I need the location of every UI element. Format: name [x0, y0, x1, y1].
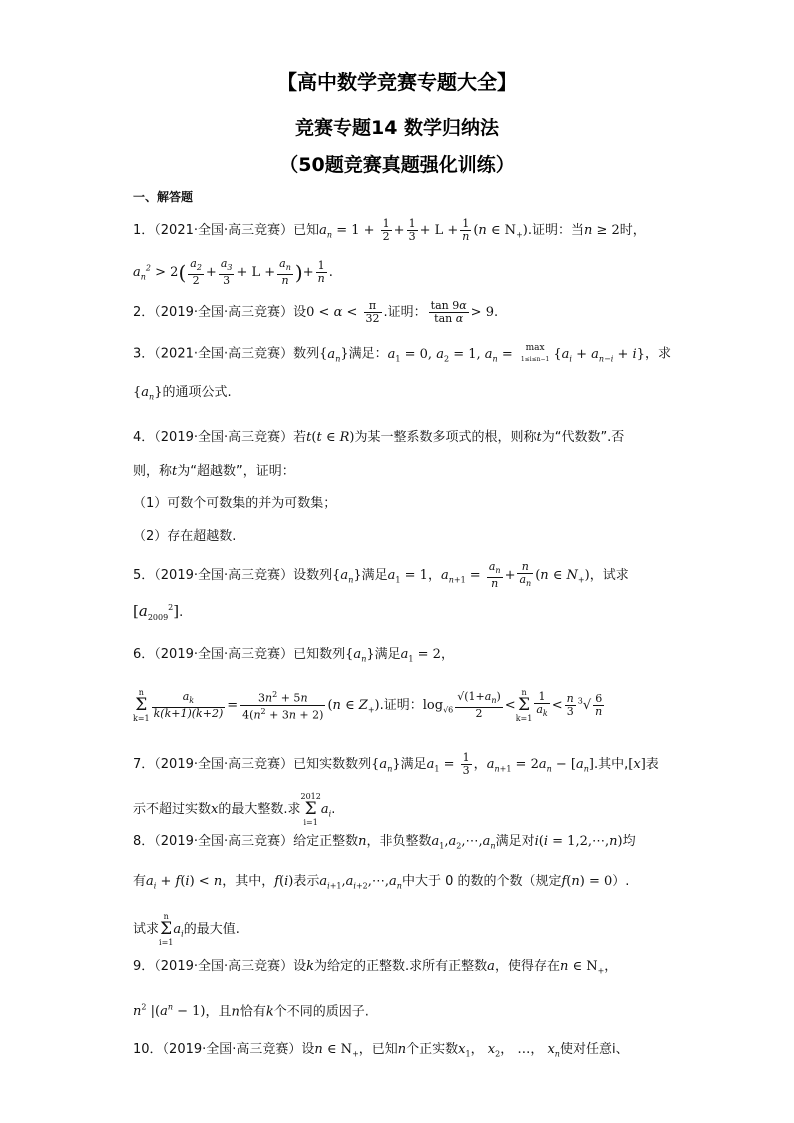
problem-4-line-2: 则，称t为“超越数”，证明：: [133, 464, 295, 479]
problem-1-line-2: $a_n^2 > 2$( $\frac{a_2}{2}$ + $\frac{a_3}{3}$ + L + $\frac{a_n}{n}$ )+ $\frac{1}{n}$ .: [133, 257, 333, 288]
problem-3-source: 3．（2021·全国·高三竞赛）: [133, 346, 294, 362]
problem-5-line-1: 5．（2019·全国·高三竞赛）设数列$\{a_n\}$满足$a_1 = 1$，$a_{n+1}$ = $\frac{a_n}{n}$ + $\frac{n}{a_n}$ (n ∈ $N_+$)，试求: [133, 560, 629, 591]
problem-6-source: 6．（2019·全国·高三竞赛）: [133, 647, 294, 662]
problem-2-source: 2．（2019·全国·高三竞赛）: [133, 305, 294, 320]
problem-7-line-2: 示不超过实数x的最大整数.求2012 Σ $i=1a_i$.: [133, 792, 336, 827]
problem-10-line-1: 10．（2019·全国·高三竞赛）设n ∈ $N_+$，已知n个正实数$x_1$， $x_2$， …， $x_n$使对任意i、: [133, 1042, 629, 1059]
problem-8-line-3: 试求n Σ $i=1a_i$的最大值.: [133, 912, 240, 947]
problem-8-source: 8．（2019·全国·高三竞赛）: [133, 834, 294, 849]
problem-1-formula: $a_n$: [319, 223, 333, 240]
problem-9-line-1: 9．（2019·全国·高三竞赛）设k为给定的正整数.求所有正整数a，使得存在n ∈ $N_+$，: [133, 959, 618, 976]
problem-1-line-1: 1．（2021·全国·高三竞赛）已知$a_n = 1$ + $\frac{1}{2}$ + $\frac{1}{3}$ + L + $\frac{1}{n}$ (n ∈ $N_+$).证明：当n ≥ 2时，: [133, 217, 646, 243]
topic-title: 竞赛专题14 数学归纳法: [294, 117, 500, 139]
problem-4-item-1: （1）可数个可数集的并为可数集；: [133, 496, 337, 511]
problem-6-line-1: 6．（2019·全国·高三竞赛）已知数列$\{a_n\}$满足$a_1 = 2$，: [133, 647, 454, 664]
problem-7-line-1: 7．（2019·全国·高三竞赛）已知实数数列$\{a_n\}$满足$a_1$ = $\frac{1}{3}$ ，$a_{n+1} = 2a_n - [a_n]$.其中,[x]表: [133, 751, 659, 777]
training-subtitle: （50题竞赛真题强化训练）: [279, 154, 515, 176]
section-heading: 一、解答题: [133, 190, 194, 204]
problem-3-line-1: 3．（2021·全国·高三竞赛）数列$\{a_n\}$满足：$a_1 = 0$, $a_2 = 1$, $a_n$ = max 1≤i≤n−1 $\{a_i + a_{n-i} + i\}$，求: [133, 343, 671, 364]
problem-5-line-2: $[a_{2009}^2]$.: [133, 602, 184, 622]
problem-8-line-1: 8．（2019·全国·高三竞赛）给定正整数n，非负整数$a_1,a_2,\cdots,a_n$满足对i(i = 1,2,⋯,n)均: [133, 834, 636, 851]
problem-4-source: 4．（2019·全国·高三竞赛）: [133, 430, 294, 445]
problem-6-line-2: n Σ k=1 $\frac{a_k}{k(k+1)(k+2)}$ = $\frac{3n^2 + 5n}{4(n^2 + 3n + 2)}$ (n ∈ $Z_+$).证明：$\log_{√6}$ $\frac{√(1+a_n)}{2}$ <n Σ k=1 $\frac{1}{a_k}$ < $\frac{n}{3}$ $^3$√ $\frac{6}{n}$: [133, 688, 603, 723]
problem-8-line-2: 有$a_i + f(i) < n$，其中，f(i)表示$a_{i+1},a_{i+2},\cdots,a_n$中大于 0 的数的个数（规定f(n) = 0）.: [133, 874, 630, 891]
problem-10-source: 10．（2019·全国·高三竞赛）: [133, 1042, 302, 1057]
problem-2: 2．（2019·全国·高三竞赛）设0 < α < $\frac{\pi}{32}$ .证明： $\frac{\tan 9\alpha}{\text{tan α}}$ > 9.: [133, 299, 499, 325]
problem-3-line-2: $\{a_n\}$的通项公式.: [133, 385, 232, 402]
main-title: 【高中数学竞赛专题大全】: [277, 70, 517, 94]
problem-4-item-2: （2）存在超越数.: [133, 529, 237, 544]
problem-4-line-1: 4．（2019·全国·高三竞赛）若t(t ∈ R)为某一整系数多项式的根，则称t为“代数数”.否: [133, 430, 625, 445]
problem-9-source: 9．（2019·全国·高三竞赛）: [133, 959, 294, 974]
problem-9-line-2: $n^2$ $|(a^n - 1)$，且n恰有k个不同的质因子.: [133, 1003, 369, 1020]
problem-7-source: 7．（2019·全国·高三竞赛）: [133, 757, 294, 772]
problem-5-source: 5．（2019·全国·高三竞赛）: [133, 568, 294, 584]
problem-1-source: 1．（2021·全国·高三竞赛）: [133, 223, 294, 238]
